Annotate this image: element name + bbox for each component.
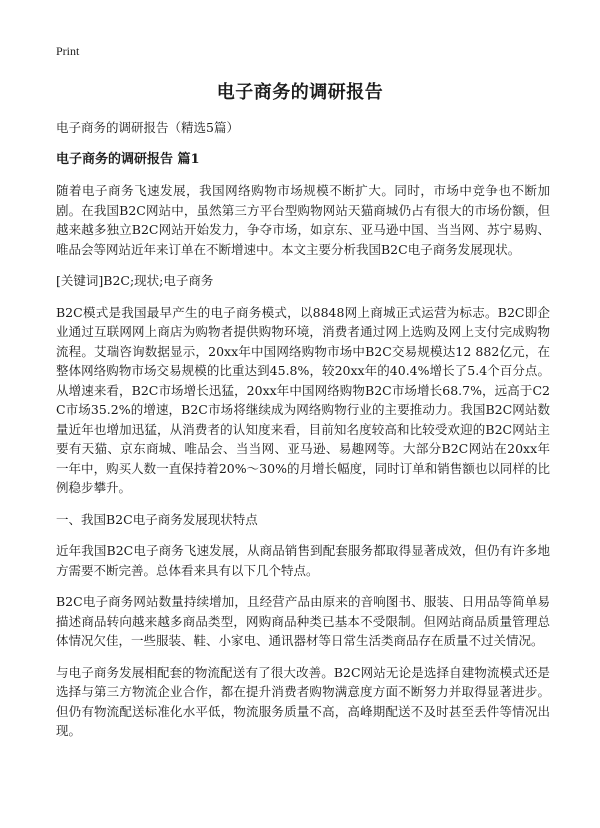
section-heading: 电子商务的调研报告 篇1 bbox=[56, 152, 200, 167]
paragraph-keywords: [关键词]B2C;现状;电子商务 bbox=[56, 273, 214, 288]
paragraph-intro: 随着电子商务飞速发展，我国网络购物市场规模不断扩大。同时，市场中竞争也不断加剧。在我国B2C网站中，虽然第三方平台型购物网站天猫商城仍占有很大的市场份额，但越来越多独立B2C网站开始发力，争夺市场，如京东、亚马逊中国、当当网、苏宁易购、唯品会等网站近年来订单在不断增速中。本文主要分析我国B2C电子商务发展现状。 bbox=[56, 183, 550, 257]
paragraph-section-one-heading: 一、我国B2C电子商务发展现状特点 bbox=[56, 511, 258, 527]
paragraph-website-growth: B2C电子商务网站数量持续增加，且经营产品由原来的音响图书、服装、日用品等简单易描述商品转向越来越多商品类型，网购商品种类已基本不受限制。但网站商品质量管理总体情况欠佳，一些服装、鞋、小家电、通讯器材等日常生活类商品存在质量不过关情况。 bbox=[56, 594, 550, 648]
document-title: 电子商务的调研报告 bbox=[216, 82, 384, 103]
print-label: Print bbox=[56, 44, 80, 58]
paragraph-b2c-model: B2C模式是我国最早产生的电子商务模式，以8848网上商城正式运营为标志。B2C即企业通过互联网网上商店为购物者提供购物环境，消费者通过网上选购及网上支付完成购物流程。艾瑞咨询数据显示，20xx年中国网络购物市场中B2C交易规模达12 882亿元，在整体网络购物市场交易规模的比重达到45.8%，较20xx年的40.4%增长了5.4个百分点。从增速来看，B2C市场增长迅猛，20xx年中国网络购物B2C市场增长68.7%，远高于C2C市场35.2%的增速，B2C市场将继续成为网络购物行业的主要推动力。我国B2C网站数量近年也增加迅猛，从消费者的认知度来看，目前知名度较高和比较受欢迎的B2C网站主要有天猫、京东商城、唯品会、当当网、亚马逊、易趣网等。大部分B2C网站在20xx年一年中，购买人数一直保持着20%～30%的月增长幅度，同时订单和销售额也以同样的比例稳步攀升。 bbox=[56, 304, 550, 495]
document-body bbox=[56, 118, 550, 753]
paragraph-logistics: 与电子商务发展相配套的物流配送有了很大改善。B2C网站无论是选择自建物流模式还是选择与第三方物流企业合作，都在提升消费者购物满意度方面不断努力并取得显著进步。但仍有物流配送标准化水平低，物流服务质量不高，高峰期配送不及时甚至丢件等情况出现。 bbox=[56, 664, 550, 738]
document-subtitle: 电子商务的调研报告（精选5篇） bbox=[56, 120, 239, 135]
paragraph-development-overview: 近年我国B2C电子商务飞速发展，从商品销售到配套服务都取得显著成效，但仍有许多地方需要不断完善。总体看来具有以下几个特点。 bbox=[56, 543, 550, 578]
